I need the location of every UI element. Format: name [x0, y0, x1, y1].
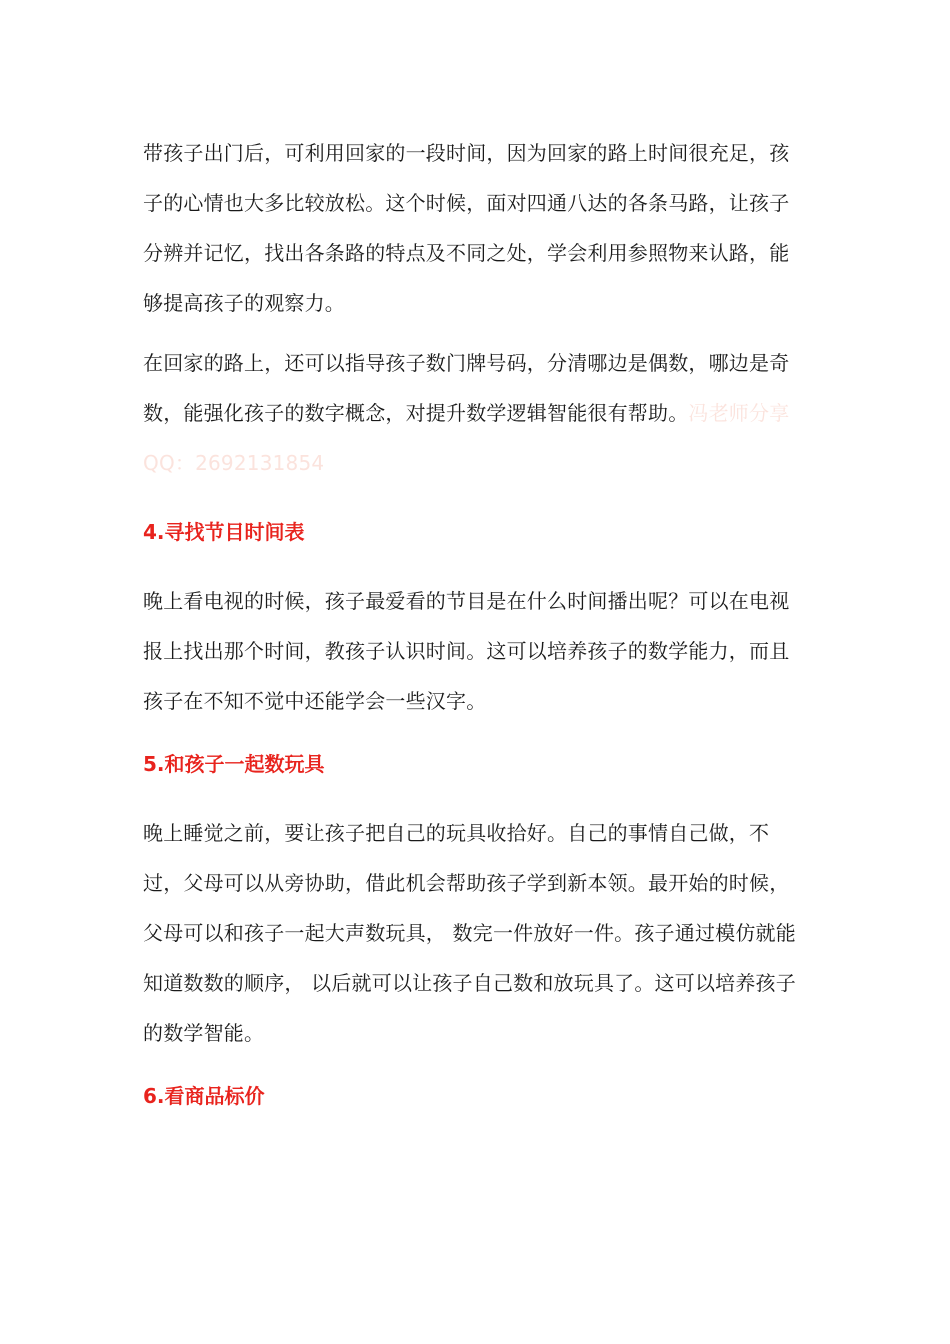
paragraph-house-numbers — [143, 338, 808, 488]
document-page — [143, 128, 808, 1121]
watermark-text: 冯老师分享 QQ：2692131854 — [143, 401, 790, 475]
section-heading-5: 5.和孩子一起数玩具 — [143, 752, 325, 776]
paragraph-text: 在回家的路上，还可以指导孩子数门牌号码，分清哪边是偶数，哪边是奇数，能强化孩子的数字概念，对提升数学逻辑智能很有帮助。 — [143, 351, 790, 425]
paragraph-count-toys — [143, 808, 808, 1058]
section-heading-6: 6.看商品标价 — [143, 1084, 265, 1108]
paragraph-text: 晚上看电视的时候，孩子最爱看的节目是在什么时间播出呢？可以在电视报上找出那个时间，教孩子认识时间。这可以培养孩子的数学能力，而且孩子在不知不觉中还能学会一些汉字。 — [143, 589, 790, 713]
paragraph-text: 晚上睡觉之前，要让孩子把自己的玩具收拾好。自己的事情自己做，不过，父母可以从旁协助，借此机会帮助孩子学到新本领。最开始的时候，父母可以和孩子一起大声数玩具， 数完一件放好一件。孩子通过模仿就能知道数数的顺序， 以后就可以让孩子自己数和放玩具了。这可以培养孩子的数学智能。 — [143, 821, 796, 1045]
paragraph-text: 带孩子出门后，可利用回家的一段时间，因为回家的路上时间很充足，孩子的心情也大多比较放松。这个时候，面对四通八达的各条马路，让孩子分辨并记忆，找出各条路的特点及不同之处，学会利用参照物来认路，能够提高孩子的观察力。 — [143, 141, 790, 315]
section-heading-4: 4.寻找节目时间表 — [143, 520, 305, 544]
paragraph-tv-schedule — [143, 576, 808, 726]
paragraph-find-way-home — [143, 128, 808, 328]
